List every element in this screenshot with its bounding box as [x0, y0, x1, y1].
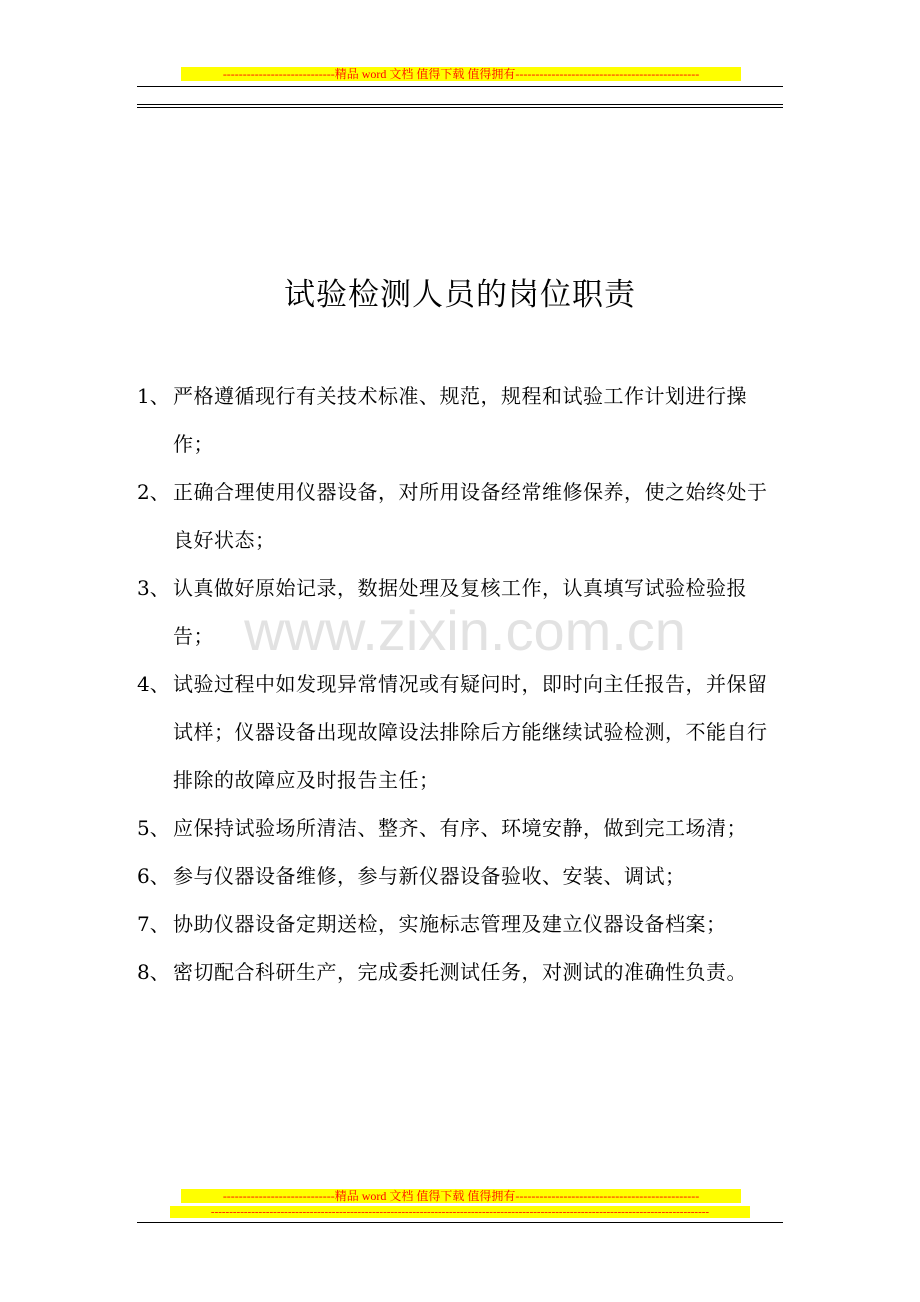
list-item: [137, 852, 787, 900]
list-item: [137, 804, 787, 852]
item-number: 2、: [137, 480, 170, 504]
duties-list: [137, 372, 787, 996]
watermark: www.zixin.com.cn: [244, 599, 686, 662]
list-item: [137, 660, 787, 804]
document-title: 试验检测人员的岗位职责: [284, 277, 636, 313]
header-double-rule-lower: [137, 107, 783, 108]
item-text: 正确合理使用仪器设备，对所用设备经常维修保养，使之始终处于良好状态；: [173, 480, 768, 552]
item-number: 3、: [137, 576, 170, 600]
item-text: 密切配合科研生产，完成委托测试任务，对测试的准确性负责。: [173, 960, 747, 984]
footer-rule: [137, 1222, 783, 1223]
list-item: [137, 372, 787, 468]
item-text: 认真做好原始记录，数据处理及复核工作，认真填写试验检验报告；: [173, 576, 747, 648]
list-item: [137, 468, 787, 564]
item-number: 6、: [137, 864, 170, 888]
list-item: [137, 948, 787, 996]
item-number: 8、: [137, 960, 170, 984]
header-banner: ----------------------------精品 word 文档 值得下载 值得拥有----------------------------------------------: [181, 67, 741, 81]
item-text: 严格遵循现行有关技术标准、规范，规程和试验工作计划进行操作；: [173, 384, 747, 456]
item-number: 4、: [137, 672, 170, 696]
item-text: 参与仪器设备维修，参与新仪器设备验收、安装、调试；: [173, 864, 686, 888]
item-text: 试验过程中如发现异常情况或有疑问时，即时向主任报告，并保留试样；仪器设备出现故障设法排除后方能继续试验检测，不能自行排除的故障应及时报告主任；: [173, 672, 768, 792]
item-number: 5、: [137, 816, 170, 840]
item-text: 协助仪器设备定期送检，实施标志管理及建立仪器设备档案；: [173, 912, 727, 936]
item-number: 7、: [137, 912, 170, 936]
footer-banner-dashes: ----------------------------------------------------------------------------------------------------------------------------------------: [170, 1206, 750, 1218]
list-item: [137, 900, 787, 948]
header-rule: [137, 86, 783, 87]
item-number: 1、: [137, 384, 170, 408]
header-double-rule-upper: [137, 104, 783, 105]
footer-banner: ----------------------------精品 word 文档 值得下载 值得拥有----------------------------------------------: [181, 1189, 741, 1203]
list-item: [137, 564, 787, 660]
item-text: 应保持试验场所清洁、整齐、有序、环境安静，做到完工场清；: [173, 816, 747, 840]
